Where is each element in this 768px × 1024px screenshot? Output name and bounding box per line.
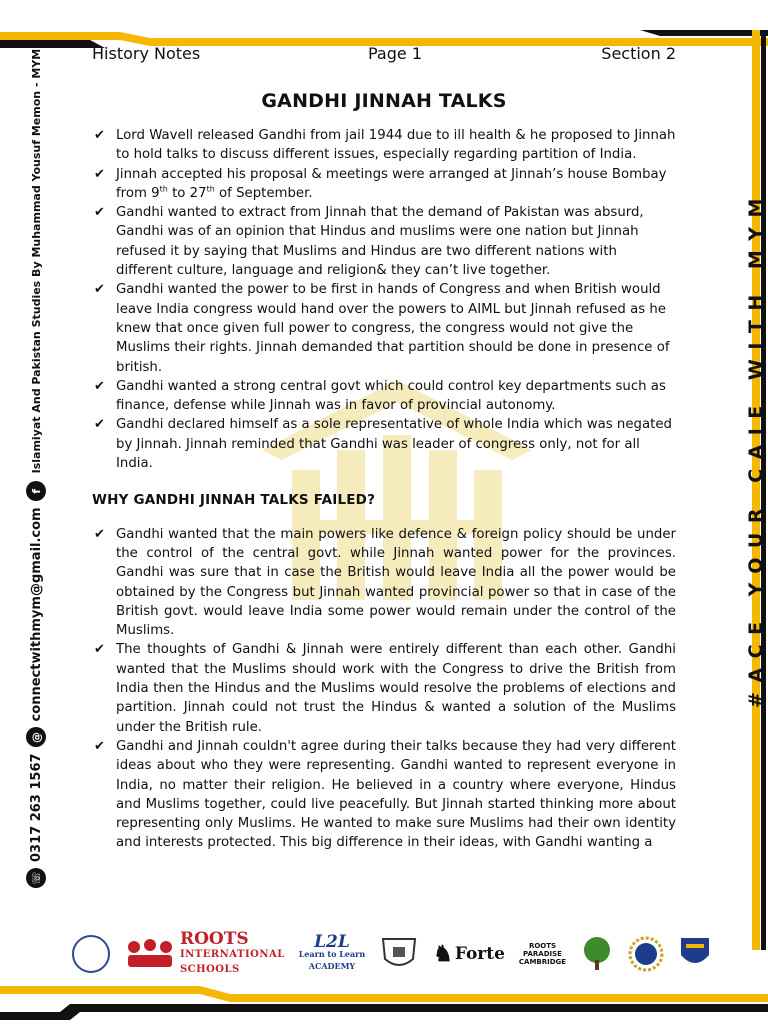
university-crest-logo	[678, 934, 712, 974]
list-item	[92, 525, 676, 641]
l2l-academy-logo: L2L Learn to Learn ACADEMY	[298, 932, 366, 971]
checkmark-icon: ✔	[94, 738, 105, 754]
crest-logo	[72, 934, 110, 974]
list-item	[92, 203, 676, 280]
list-item	[92, 737, 676, 853]
section-label: Section 2	[601, 44, 676, 63]
list-item	[92, 126, 676, 165]
roots-emblem-icon	[124, 937, 176, 971]
shield-logo	[379, 934, 419, 974]
list-item	[92, 280, 676, 376]
checkmark-icon: ✔	[94, 642, 105, 658]
checkmark-icon: ✔	[94, 128, 105, 143]
checkmark-icon: ✔	[94, 378, 105, 394]
item-text: Gandhi wanted a strong central govt which could control key departments such as finance, defense while Jinnah was in favor of provincial autonomy.	[116, 378, 666, 414]
checkmark-icon: ✔	[94, 282, 105, 298]
slogan-text: #ACE YOUR CAIE WITH MYM	[745, 189, 767, 708]
email-icon: @	[26, 727, 46, 747]
item-text: Gandhi declared himself as a sole representative of whole India which was negated by Jinnah. Jinnah reminded that Gandhi was leader of congress only, not for all India.	[116, 417, 672, 472]
roots-logo: ROOTS INTERNATIONAL SCHOOLS	[124, 934, 285, 974]
list-item	[92, 640, 676, 736]
checkmark-icon: ✔	[94, 417, 105, 433]
whatsapp-icon: ☏	[26, 868, 46, 888]
item-text: Gandhi wanted the power to be first in hands of Congress and when British would leave India congress would hand over the powers to AIML but Jinnah refused as he knew that once given full power to congress, the congress would not give the Muslims their rights. Jinnah demanded that partition should be done in presence of british.	[116, 282, 670, 375]
roots-paradise-cambridge-logo: ROOTS PARADISE CAMBRIDGE	[518, 942, 567, 966]
facebook-icon: f	[26, 481, 46, 501]
list-item	[92, 377, 676, 416]
contact-strip	[26, 49, 46, 888]
partner-logos	[72, 930, 712, 978]
item-text: Gandhi and Jinnah couldn't agree during their talks because they had very different ideas about who they were representing. Gandhi wanted to represent everyone in India, no matter their religion. He believed in a country where everyone, Hindus and Muslims together, could live peacefully. But Jinnah started thinking more about representing only Muslims. He wanted to make sure Muslims had their own identity and interests protected. This big difference in their ideas, with Gandhi wanting a	[116, 738, 676, 851]
item-text: Lord Wavell released Gandhi from jail 1944 due to ill health & he proposed to Jinnah to hold talks to discuss different issues, especially regarding partition of India.	[116, 128, 676, 163]
item-text: Gandhi wanted that the main powers like defence & foreign policy should be under the control of the central govt. while Jinnah wanted power for the provinces. Gandhi was sure that in case the British would leave India all the power would be obtained by the Congress but Jinnah wanted provincial power so that in case of the British govt. would leave India some power would remain under the control of the Muslims.	[116, 526, 676, 639]
author-credit: Islamiyat And Pakistan Studies By Muhammad Yousuf Memon - MYM	[29, 48, 43, 474]
list-item	[92, 165, 676, 204]
item-text: Gandhi wanted to extract from Jinnah that the demand of Pakistan was absurd, Gandhi was of an opinion that Hindus and muslims were one nation but Jinnah refused it by saying that Muslims and Hindus are two different nations with different culture, language and religion& they can’t live together.	[116, 205, 644, 279]
checkmark-icon: ✔	[94, 205, 105, 221]
checkmark-icon: ✔	[94, 526, 105, 542]
item-text: The thoughts of Gandhi & Jinnah were entirely different than each other. Gandhi wanted that the Muslims should work with the Congress to drive the British from India then the Hindus and the Muslims would resolve the problems of elections and partition. Jinnah could not trust the Hindus & wanted a solution of the Muslims under the British rule.	[116, 642, 676, 735]
email-address[interactable]: connectwithmym@gmail.com	[28, 507, 44, 722]
forte-logo: ♞ Forte	[433, 941, 505, 967]
list-item	[92, 415, 676, 473]
sun-emblem-logo	[628, 934, 664, 974]
page-title: GANDHI JINNAH TALKS	[261, 90, 507, 112]
page-number: Page 1	[368, 44, 422, 63]
item-text: Jinnah accepted his proposal & meetings were arranged at Jinnah’s house Bombay from 9th to 27th of September.	[116, 166, 667, 201]
page-header	[92, 44, 676, 68]
phone-number[interactable]: 0317 263 1567	[28, 753, 44, 862]
tree-logo	[580, 934, 614, 974]
checkmark-icon: ✔	[94, 166, 105, 182]
notes-content	[92, 126, 676, 853]
section-subtitle: WHY GANDHI JINNAH TALKS FAILED?	[92, 492, 376, 509]
subject-label: History Notes	[92, 44, 201, 63]
